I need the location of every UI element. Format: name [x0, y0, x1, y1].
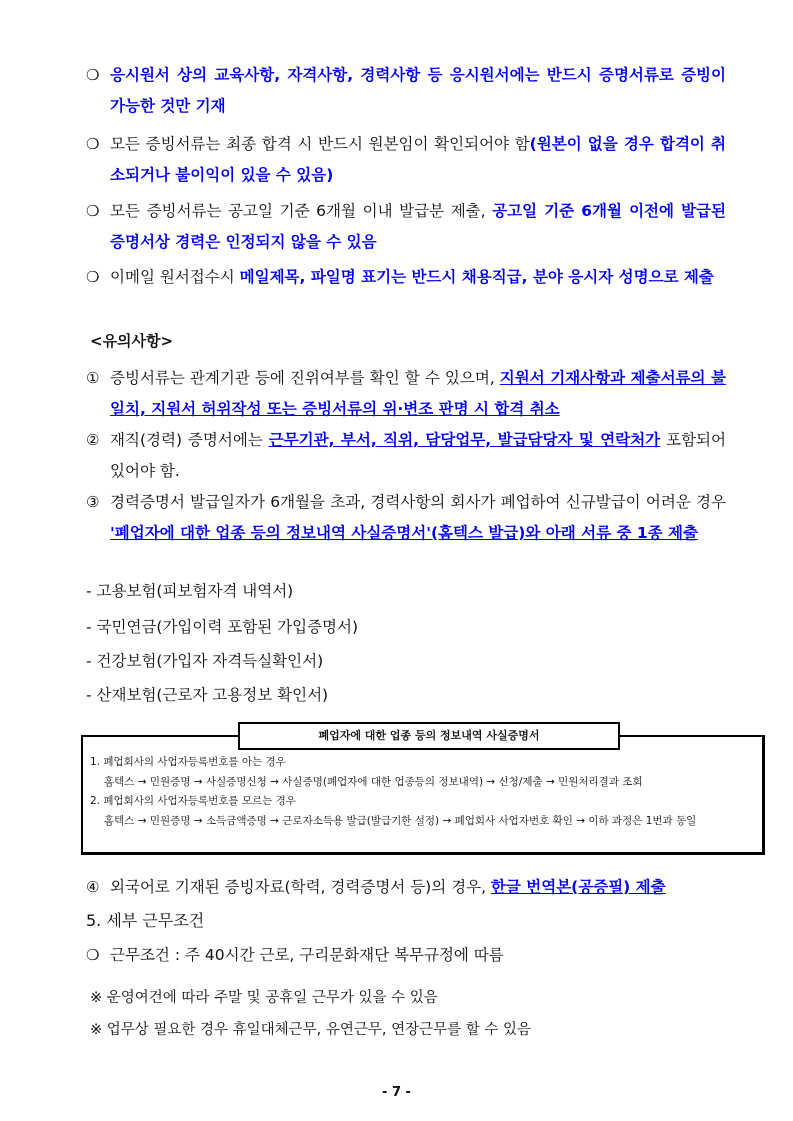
note-number: ② — [86, 431, 100, 449]
text-run: 증빙서류는 관계기관 등에 진위여부를 확인 할 수 있으며, — [110, 369, 500, 387]
bullet-item — [86, 940, 726, 971]
bullet-text — [110, 60, 726, 122]
text-run: 지원서 기재사항과 제출서류의 불일치, 지원서 허위작성 또는 증빙서류의 위·변조 판명 시 합격 취소 — [110, 369, 726, 418]
note-text — [110, 425, 726, 487]
info-box-title: 폐업자에 대한 업종 등의 정보내역 사실증명서 — [238, 722, 620, 750]
text-run: (원본이 없을 경우 합격이 취소되거나 불이익이 있을 수 있음) — [110, 135, 727, 184]
note-item — [86, 363, 726, 425]
note-text — [110, 872, 726, 903]
remark: ※ 운영여건에 따라 주말 및 공휴일 근무가 있을 수 있음 — [90, 990, 438, 1006]
text-run: 모든 증빙서류는 최종 합격 시 반드시 원본임이 확인되어야 함 — [110, 135, 530, 153]
circle-bullet-icon: ❍ — [86, 135, 100, 153]
page-number: - 7 - — [382, 1085, 411, 1100]
remark: ※ 업무상 필요한 경우 휴일대체근무, 유연근무, 연장근무를 할 수 있음 — [90, 1022, 532, 1038]
text-run: 응시원서 상의 교육사항, 자격사항, 경력사항 등 응시원서에는 반드시 증명서류로 증빙이 가능한 것만 기재 — [110, 66, 726, 115]
circle-bullet-icon: ❍ — [86, 202, 100, 220]
circle-bullet-icon: ❍ — [86, 946, 100, 964]
circle-bullet-icon: ❍ — [86, 66, 100, 84]
text-run: 모든 증빙서류는 공고일 기준 6개월 이내 발급분 제출, — [110, 202, 493, 220]
note-item — [86, 425, 726, 487]
text-run: 포함되어 있어야 함. — [110, 431, 726, 480]
section-title: 5. 세부 근무조건 — [86, 911, 205, 930]
bullet-text — [110, 129, 726, 191]
text-run: 한글 번역본(공증필) 제출 — [490, 878, 666, 896]
text-run: 근무기관, 부서, 직위, 담당업무, 발급담당자 및 연락처가 — [268, 431, 661, 449]
list-item: - 산재보험(근로자 고용정보 확인서) — [86, 686, 329, 704]
bullet-text: 근무조건 : 주 40시간 근로, 구리문화재단 복무규정에 따름 — [110, 946, 504, 964]
bullet-text — [110, 262, 726, 293]
text-run: 재직(경력) 증명서에는 — [110, 431, 269, 449]
bullet-item — [86, 129, 726, 191]
note-number: ④ — [86, 878, 100, 896]
info-box-body — [90, 753, 760, 831]
text-run: 경력증명서 발급일자가 6개월을 초과, 경력사항의 회사가 폐업하여 신규발급이 어려운 경우 — [110, 493, 726, 511]
text-run: 메일제목, 파일명 표기는 반드시 채용직급, 분야 응시자 성명으로 제출 — [239, 268, 714, 286]
bullet-item — [86, 262, 726, 293]
box-line: 홈텍스 → 민원증명 → 소득금액증명 → 근로자소득용 발급(발급기한 설정) → 폐업회사 사업자번호 확인 → 이하 과정은 1번과 동일 — [104, 814, 697, 827]
list-item: - 고용보험(피보험자격 내역서) — [86, 582, 294, 600]
note-item — [86, 872, 726, 903]
text-run: 공고일 기준 6개월 이전에 발급된 증명서상 경력은 인정되지 않을 수 있음 — [110, 202, 726, 251]
note-number: ③ — [86, 493, 100, 511]
list-item: - 국민연금(가입이력 포함된 가입증명서) — [86, 618, 359, 636]
note-text — [110, 363, 726, 425]
circle-bullet-icon: ❍ — [86, 268, 100, 286]
text-run: 외국어로 기재된 증빙자료(학력, 경력증명서 등)의 경우, — [110, 878, 491, 896]
box-line: 홈텍스 → 민원증명 → 사실증명신청 → 사실증명(폐업자에 대한 업종등의 정보내역) → 신청/제출 → 민원처리결과 조회 — [104, 775, 643, 788]
note-item — [86, 487, 726, 549]
text-run: 이메일 원서접수시 — [110, 268, 240, 286]
bullet-item — [86, 196, 726, 258]
list-item: - 건강보험(가입자 자격득실확인서) — [86, 652, 324, 670]
notice-heading: <유의사항> — [90, 332, 174, 350]
note-text — [110, 487, 726, 549]
bullet-text — [110, 196, 726, 258]
note-number: ① — [86, 369, 100, 387]
bullet-item — [86, 60, 726, 122]
text-run: '폐업자에 대한 업종 등의 정보내역 사실증명서'(홈텍스 발급)와 아래 서류 중 1종 제출 — [110, 524, 698, 542]
box-line: 2. 폐업회사의 사업자등록번호를 모르는 경우 — [90, 795, 296, 807]
box-line: 1. 폐업회사의 사업자등록번호를 아는 경우 — [90, 756, 286, 768]
